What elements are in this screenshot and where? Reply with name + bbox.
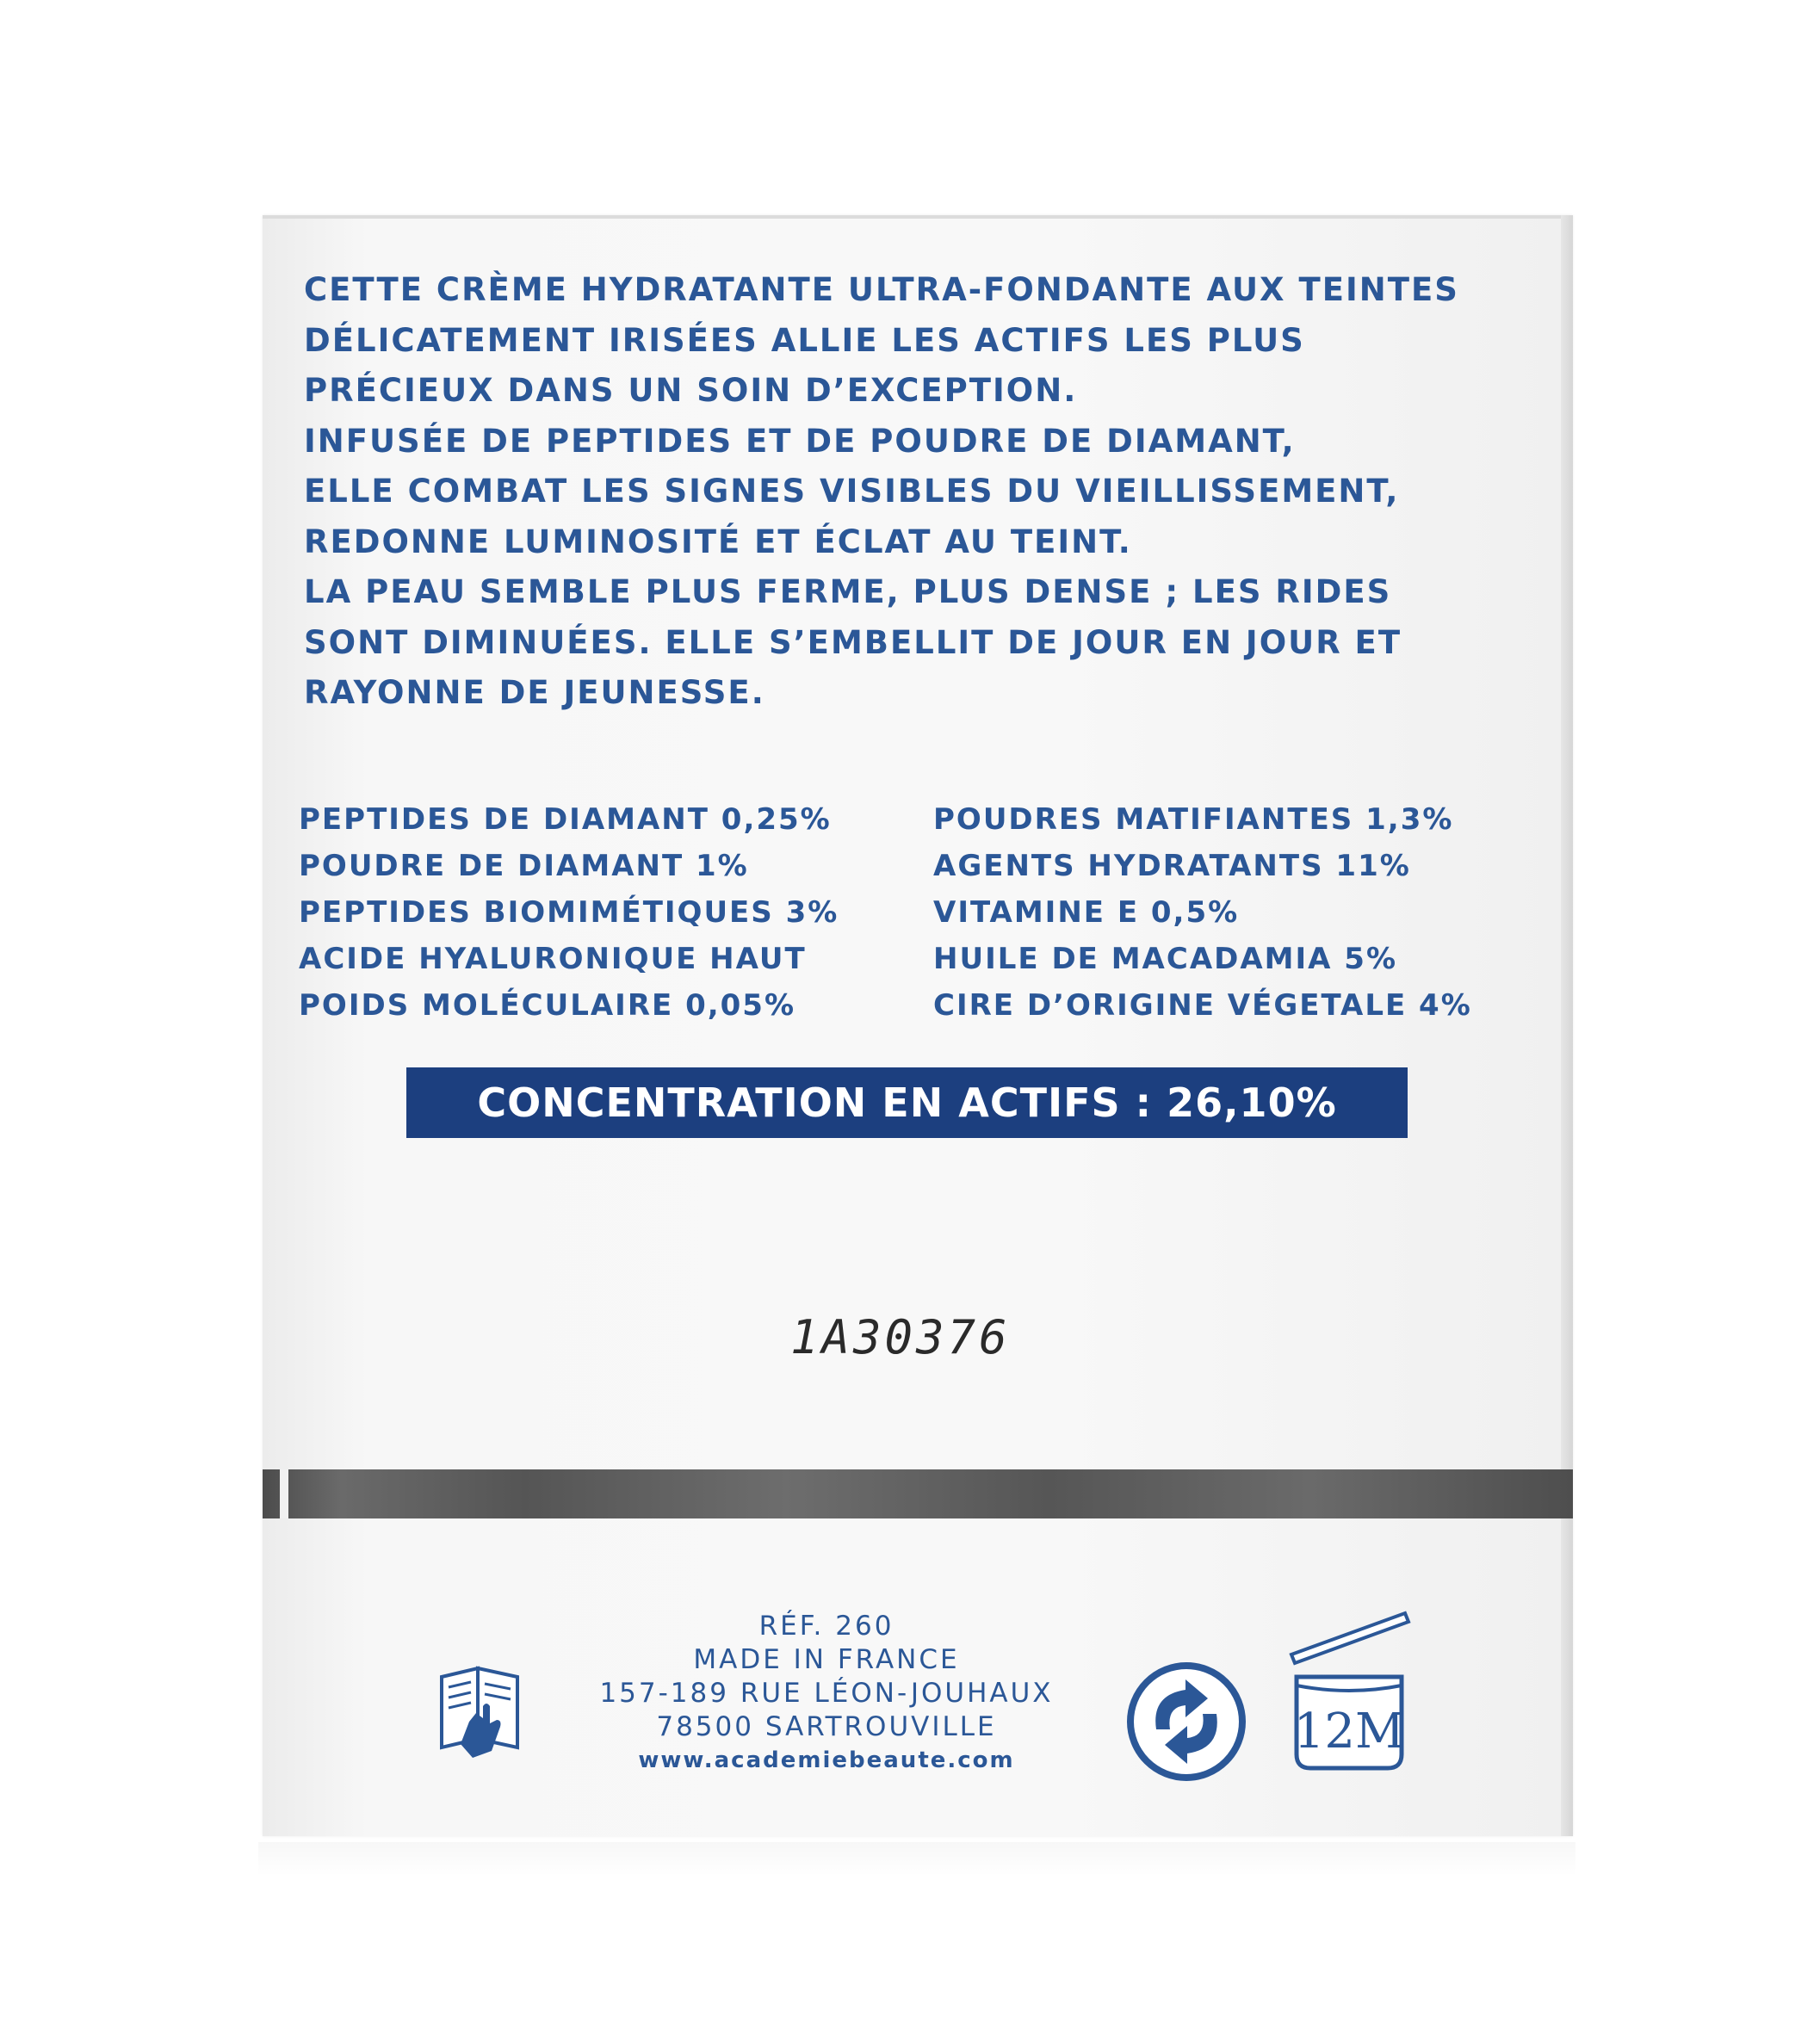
description-line: ELLE COMBAT LES SIGNES VISIBLES DU VIEILLISSEMENT, [304, 473, 1400, 510]
stripe-gap [280, 1469, 288, 1518]
ingredient-item: PEPTIDES DE DIAMANT 0,25% [299, 802, 832, 837]
silver-stripe [263, 1469, 1573, 1518]
ingredient-item: VITAMINE E 0,5% [933, 895, 1240, 930]
description-line: PRÉCIEUX DANS UN SOIN D’EXCEPTION. [304, 372, 1078, 409]
description-line: INFUSÉE DE PEPTIDES ET DE POUDRE DE DIAMANT, [304, 422, 1296, 460]
street-address: 157-189 RUE LÉON-JOUHAUX [599, 1678, 1054, 1709]
made-in-label: MADE IN FRANCE [693, 1644, 960, 1675]
ingredient-item: POUDRE DE DIAMANT 1% [299, 849, 749, 883]
description-line: SONT DIMINUÉES. ELLE S’EMBELLIT DE JOUR EN JOUR ET [304, 623, 1402, 661]
box-shadow [258, 1842, 1575, 1877]
box-top-edge [263, 215, 1573, 219]
description-line: RAYONNE DE JEUNESSE. [304, 674, 765, 711]
ingredient-item: POUDRES MATIFIANTES 1,3% [933, 802, 1454, 837]
ingredient-item: ACIDE HYALURONIQUE HAUT [299, 942, 807, 976]
description-line: DÉLICATEMENT IRISÉES ALLIE LES ACTIFS LES PLUS [304, 321, 1305, 359]
description-line: LA PEAU SEMBLE PLUS FERME, PLUS DENSE ; LES RIDES [304, 573, 1392, 610]
ingredient-item: HUILE DE MACADAMIA 5% [933, 942, 1398, 976]
reference-number: RÉF. 260 [758, 1611, 895, 1642]
city-address: 78500 SARTROUVILLE [656, 1711, 997, 1742]
ingredients-right-column [933, 796, 1472, 1029]
box-side-edge [1561, 215, 1573, 1836]
ingredients-left-column [299, 796, 839, 1029]
pao-label: 12M [1293, 1704, 1405, 1760]
read-leaflet-icon [435, 1661, 529, 1773]
green-dot-recycling-icon [1125, 1661, 1247, 1783]
ingredient-item: POIDS MOLÉCULAIRE 0,05% [299, 988, 796, 1023]
ingredient-item: PEPTIDES BIOMIMÉTIQUES 3% [299, 895, 839, 930]
concentration-banner: CONCENTRATION EN ACTIFS : 26,10% [406, 1067, 1408, 1138]
lot-code: 1A30376 [790, 1310, 1011, 1364]
open-jar-pao-icon [1285, 1603, 1414, 1775]
description-line: REDONNE LUMINOSITÉ ET ÉCLAT AU TEINT. [304, 523, 1132, 560]
website-link: www.academiebeaute.com [638, 1747, 1015, 1773]
manufacturer-address [560, 1610, 1093, 1778]
description-line: CETTE CRÈME HYDRATANTE ULTRA-FONDANTE AUX TEINTES [304, 271, 1459, 308]
product-description [304, 265, 1526, 719]
ingredient-item: CIRE D’ORIGINE VÉGETALE 4% [933, 988, 1472, 1023]
ingredient-item: AGENTS HYDRATANTS 11% [933, 849, 1411, 883]
